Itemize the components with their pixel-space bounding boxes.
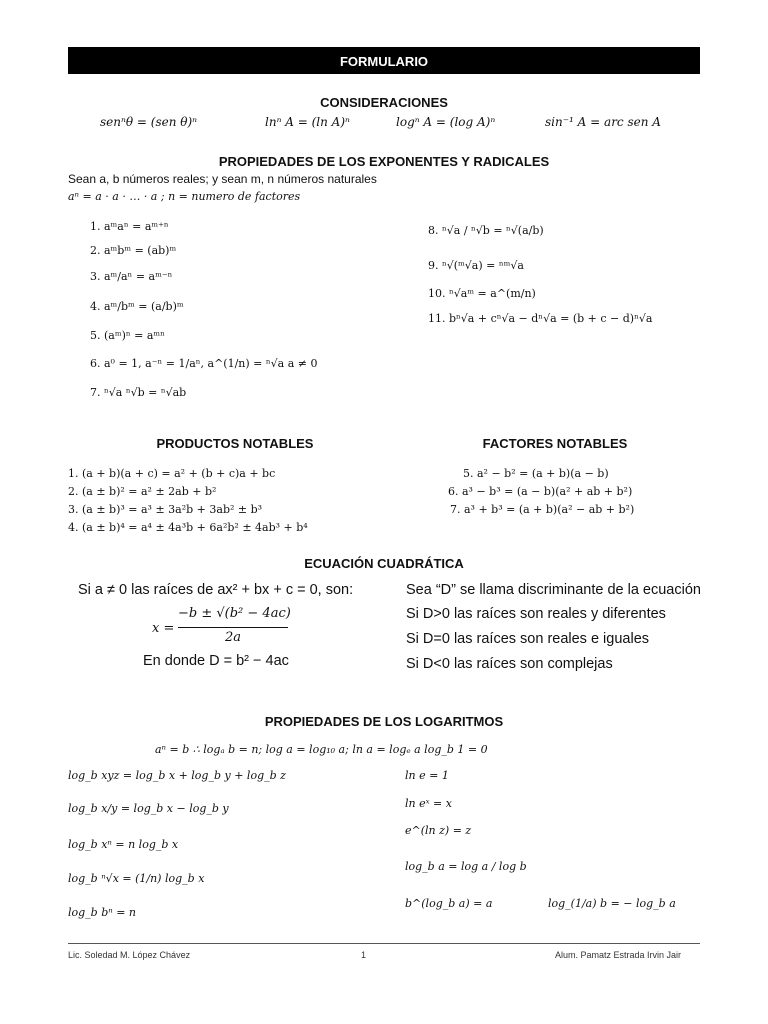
formula-x: x = [152, 621, 175, 636]
producto-2: 2. (a ± b)² = a² ± 2ab + b² [68, 485, 217, 498]
consideracion-3: logⁿ A = (log A)ⁿ [396, 115, 496, 129]
log-left-3: log_b xⁿ = n log_b x [68, 838, 179, 851]
log-right-4: log_b a = log a / log b [405, 860, 527, 873]
factores-heading: FACTORES NOTABLES [482, 436, 628, 451]
factor-6: 6. a³ − b³ = (a − b)(a² + ab + b²) [448, 485, 633, 498]
consideracion-4: sin⁻¹ A = arc sen A [545, 115, 661, 129]
log-left-5: log_b bⁿ = n [68, 906, 137, 919]
log-right-5: b^(log_b a) = a [405, 897, 493, 910]
exponentes-heading: PROPIEDADES DE LOS EXPONENTES Y RADICALES [218, 154, 550, 169]
exp-item-2: 2. aᵐbᵐ = (ab)ᵐ [90, 244, 177, 257]
cuadratica-right-2: Si D>0 las raíces son reales y diferentes [406, 606, 666, 622]
log-left-4: log_b ⁿ√x = (1/n) log_b x [68, 872, 205, 885]
consideraciones-heading: CONSIDERACIONES [320, 95, 448, 110]
cuadratica-right-1: Sea “D” se llama discriminante de la ecuación [406, 582, 701, 598]
logaritmos-heading: PROPIEDADES DE LOS LOGARITMOS [264, 714, 504, 729]
producto-1: 1. (a + b)(a + c) = a² + (b + c)a + bc [68, 467, 276, 480]
exp-item-5: 5. (aᵐ)ⁿ = aᵐⁿ [90, 329, 165, 342]
exp-item-4: 4. aᵐ/bᵐ = (a/b)ᵐ [90, 300, 184, 313]
exp-item-9: 9. ⁿ√(ᵐ√a) = ⁿᵐ√a [428, 259, 524, 272]
cuadratica-intro: Si a ≠ 0 las raíces de ax² + bx + c = 0, son: [78, 582, 354, 598]
exp-item-8: 8. ⁿ√a / ⁿ√b = ⁿ√(a/b) [428, 224, 544, 237]
consideracion-1: senⁿθ = (sen θ)ⁿ [100, 115, 198, 129]
consideracion-2: lnⁿ A = (ln A)ⁿ [265, 115, 350, 129]
cuadratica-right-4: Si D<0 las raíces son complejas [406, 656, 613, 672]
log-right-1: ln e = 1 [405, 769, 449, 782]
log-right-3: e^(ln z) = z [405, 824, 472, 837]
exp-item-1: 1. aᵐaⁿ = aᵐ⁺ⁿ [90, 220, 169, 233]
factor-7: 7. a³ + b³ = (a + b)(a² − ab + b²) [450, 503, 635, 516]
producto-3: 3. (a ± b)³ = a³ ± 3a²b + 3ab² ± b³ [68, 503, 263, 516]
productos-heading: PRODUCTOS NOTABLES [156, 436, 314, 451]
footer-student: Alum. Pamatz Estrada Irvin Jair [555, 950, 682, 960]
log-extra: log_(1/a) b = − log_b a [548, 897, 676, 910]
footer-page-number: 1 [361, 950, 367, 960]
log-left-2: log_b x/y = log_b x − log_b y [68, 802, 229, 815]
title-banner [68, 47, 700, 74]
exp-item-7: 7. ⁿ√a ⁿ√b = ⁿ√ab [90, 386, 187, 399]
formula-numerator: −b ± √(b² − 4ac) [178, 606, 291, 621]
quadratic-formula [152, 606, 292, 650]
cuadratica-right-3: Si D=0 las raíces son reales e iguales [406, 631, 650, 647]
fraction-bar [178, 627, 288, 628]
producto-4: 4. (a ± b)⁴ = a⁴ ± 4a³b + 6a²b² ± 4ab³ + b⁴ [68, 521, 308, 534]
exponentes-intro-1: Sean a, b números reales; y sean m, n números naturales [68, 172, 377, 186]
page-title: FORMULARIO [339, 54, 429, 69]
discriminante-def: En donde D = b² − 4ac [143, 653, 289, 669]
exp-item-11: 11. bⁿ√a + cⁿ√a − dⁿ√a = (b + c − d)ⁿ√a [428, 312, 653, 325]
footer-rule [68, 943, 700, 944]
formula-denominator: 2a [224, 630, 242, 645]
footer-author: Lic. Soledad M. López Chávez [68, 950, 191, 960]
exp-item-10: 10. ⁿ√aᵐ = a^(m/n) [428, 287, 536, 300]
cuadratica-heading: ECUACIÓN CUADRÁTICA [304, 556, 464, 571]
factor-5: 5. a² − b² = (a + b)(a − b) [463, 467, 609, 480]
exponentes-intro-2: aⁿ = a · a · … · a ; n = numero de factores [68, 190, 301, 203]
logaritmos-def: aⁿ = b ∴ logₐ b = n; log a = log₁₀ a; ln a = logₑ a log_b 1 = 0 [155, 743, 488, 756]
log-left-1: log_b xyz = log_b x + log_b y + log_b z [68, 769, 286, 782]
exp-item-6: 6. a⁰ = 1, a⁻ⁿ = 1/aⁿ, a^(1/n) = ⁿ√a a ≠ 0 [90, 357, 318, 370]
exp-item-3: 3. aᵐ/aⁿ = aᵐ⁻ⁿ [90, 270, 173, 283]
log-right-2: ln eˣ = x [405, 797, 452, 810]
